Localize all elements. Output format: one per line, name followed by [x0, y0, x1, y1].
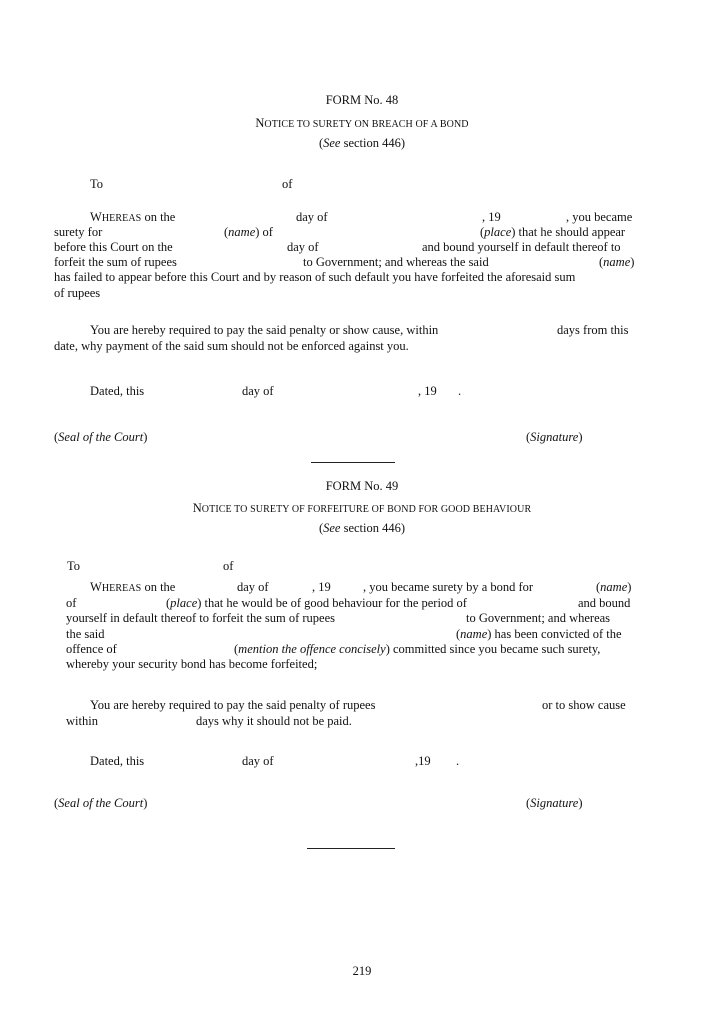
form48-subtitle: NOTICE TO SURETY ON BREACH OF A BOND: [255, 116, 469, 130]
page-number: 219: [352, 964, 372, 978]
form49-the-said: the said: [66, 627, 105, 641]
form49-and-bound: and bound: [578, 596, 631, 610]
form48-dated-period: .: [458, 384, 462, 398]
form49-within: within: [66, 714, 98, 728]
form49-separator-rule: [307, 848, 395, 849]
form48-name2: (name): [599, 255, 635, 269]
form49-offence-of: offence of: [66, 642, 117, 656]
form49-dated-period: .: [456, 754, 460, 768]
form48-day-of: day of: [296, 210, 328, 224]
form48-title: FORM No. 48: [325, 93, 399, 107]
form49-days-why: days why it should not be paid.: [196, 714, 352, 728]
form48-failed-line: has failed to appear before this Court and by reason of such default you have forfeited the aforesaid sum: [54, 270, 576, 284]
form49-dated-this: Dated, this: [90, 754, 145, 768]
form48-days-from: days from this: [557, 323, 629, 337]
form48-day-of2: day of: [287, 240, 319, 254]
form48-dated-day-of: day of: [242, 384, 274, 398]
form48-before-court: before this Court on the: [54, 240, 173, 254]
form49-title: FORM No. 49: [325, 479, 399, 493]
form49-show-cause: or to show cause: [542, 698, 626, 712]
form49-to-government: to Government; and whereas: [466, 611, 611, 625]
form48-to-government: to Government; and whereas the said: [303, 255, 489, 269]
form48-you-became: , you became: [566, 210, 633, 224]
form48-name1: (name) of: [224, 225, 273, 239]
form49-place1: (place) that he would be of good behaviour for the period of: [166, 596, 467, 610]
form48-year: , 19: [482, 210, 501, 224]
form48-seal-of-court: (Seal of the Court): [54, 430, 148, 444]
form49-of-label: of: [223, 559, 234, 573]
form49-whereby-line: whereby your security bond has become forfeited;: [66, 657, 318, 671]
form49-subtitle: NOTICE TO SURETY OF FORFEITURE OF BOND FOR GOOD BEHAVIOUR: [192, 501, 532, 515]
form48-to-label: To: [90, 177, 104, 191]
form48-separator-rule: [311, 462, 395, 463]
form49-required-line: You are hereby required to pay the said penalty of rupees: [90, 698, 376, 712]
form49-name1: (name): [596, 580, 632, 594]
form49-dated-day-of: day of: [242, 754, 274, 768]
form49-section-ref: (See section 446): [318, 521, 406, 535]
form49-mention-offence: (mention the offence concisely) committed since you became such surety,: [234, 642, 601, 656]
form48-surety-for: surety for: [54, 225, 103, 239]
form49-name2: (name) has been convicted of the: [456, 627, 622, 641]
form48-whereas: WHEREAS on the: [90, 210, 176, 224]
form49-signature: (Signature): [526, 796, 583, 810]
form48-of-label: of: [282, 177, 293, 191]
form49-day-of: day of: [237, 580, 269, 594]
form48-forfeit-sum: forfeit the sum of rupees: [54, 255, 177, 269]
form48-date-line: date, why payment of the said sum should not be enforced against you.: [54, 339, 409, 353]
form48-dated-this: Dated, this: [90, 384, 145, 398]
form48-signature: (Signature): [526, 430, 583, 444]
form49-to-label: To: [67, 559, 81, 573]
form48-and-bound: and bound yourself in default thereof to: [422, 240, 621, 254]
form48-place1: (place) that he should appear: [480, 225, 626, 239]
form48-dated-year: , 19: [418, 384, 437, 398]
form48-required-line: You are hereby required to pay the said penalty or show cause, within: [90, 323, 439, 337]
form48-of-rupees: of rupees: [54, 286, 101, 300]
form49-year: , 19: [312, 580, 331, 594]
form49-yourself-line: yourself in default thereof to forfeit the sum of rupees: [66, 611, 336, 625]
form49-whereas: WHEREAS on the: [90, 580, 176, 594]
form49-became-bond: , you became surety by a bond for: [363, 580, 534, 594]
form49-of1: of: [66, 596, 77, 610]
form49-dated-year: ,19: [415, 754, 431, 768]
form48-section-ref: (See section 446): [318, 136, 406, 150]
form49-seal-of-court: (Seal of the Court): [54, 796, 148, 810]
